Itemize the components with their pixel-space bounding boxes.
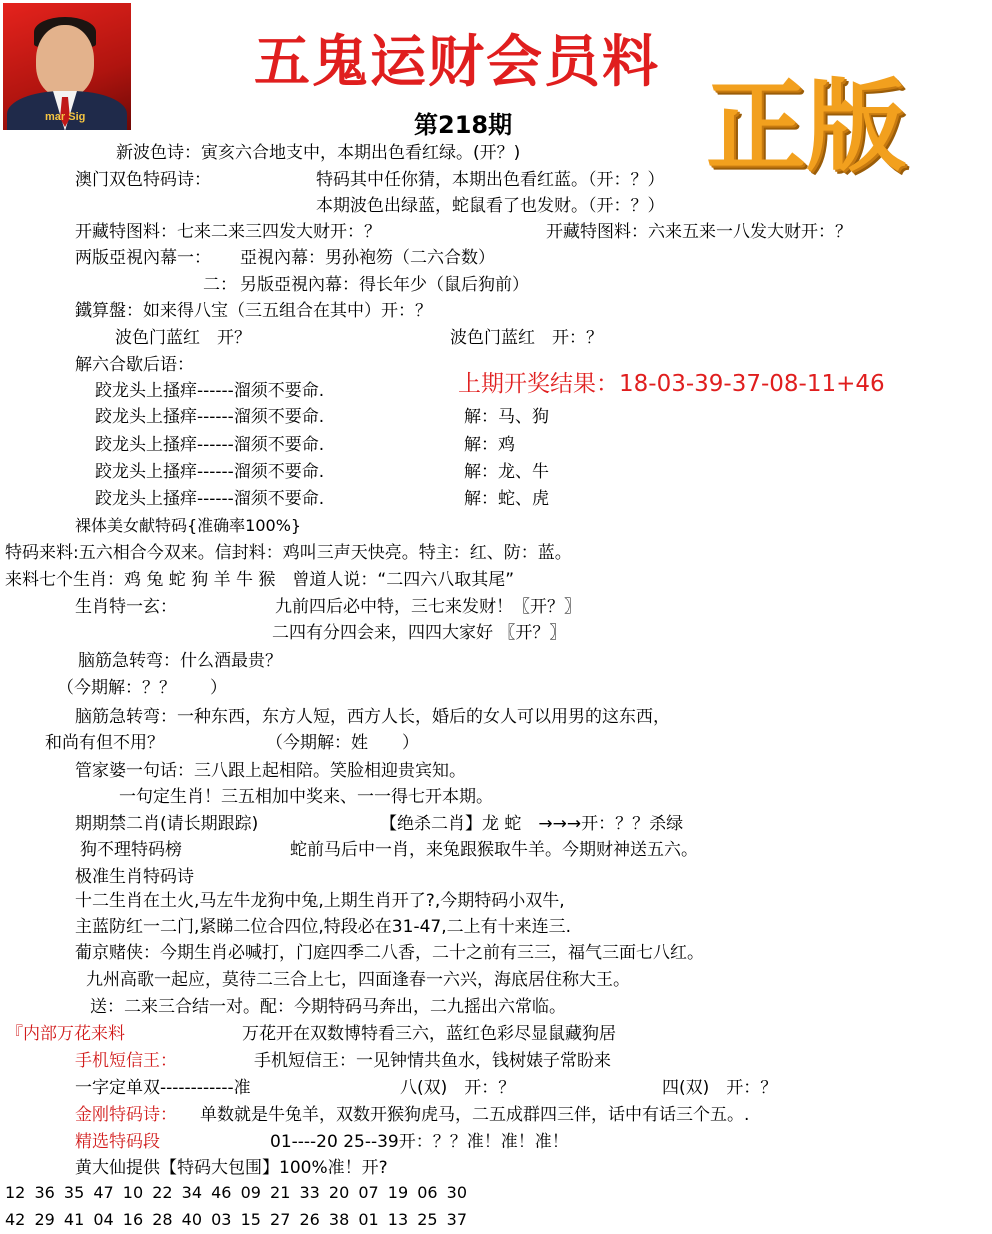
riddle-line: 跤龙头上搔痒------溜须不要命. — [95, 462, 325, 482]
brain-teaser-1: 脑筋急转弯：什么酒最贵？ — [78, 651, 282, 671]
authentic-stamp: 正版 — [706, 68, 906, 185]
odd-even-tip-2: 四(双) 开：？ — [662, 1078, 778, 1098]
hidden-image-tip-1: 开藏特图料：七来二来三四发大财开：？ — [75, 222, 381, 242]
housekeeper-saying: 管家婆一句话：三八跟上起相陪。笑脸相迎贵宾知。 — [75, 761, 466, 781]
wave-door-tip-2: 波色门蓝红 开：？ — [450, 328, 603, 348]
zodiac-mystery-tip-1: 九前四后必中特，三七来发财！〖开？〗 — [275, 597, 581, 617]
abacus-tip: 鐵算盤：如来得八宝（三五组合在其中）开：？ — [75, 301, 432, 321]
page-title: 五鬼运财会员料 — [254, 29, 660, 95]
zodiac-list-line: 来料七个生肖：鸡 兔 蛇 狗 羊 牛 猴 曾道人说：“二四六八取其尾” — [5, 570, 515, 590]
atv-inside-label-1: 两版亞視內幕一： — [75, 248, 211, 268]
riddle-answer: 解：蛇、虎 — [464, 489, 549, 509]
ban-two-zodiac-tip: 【绝杀二肖】龙 蛇 →→→开：？？杀绿 — [380, 814, 684, 834]
accuracy-headline: 裸体美女献特码{准确率100%} — [75, 516, 302, 535]
gambler-poem-line-1: 葡京赌侠：今期生肖必喊打，门庭四季二八香，二十之前有三三，福气三面七八红。 — [75, 943, 704, 963]
zodiac-poem-line-2: 主蓝防红一二门,紧睇二位合四位,特段必在31-47,二上有十来连三. — [75, 917, 572, 937]
wave-door-tip-1: 波色门蓝红 开？ — [115, 328, 251, 348]
brain-teaser-2-cont: 和尚有但不用？ — [45, 733, 164, 753]
issue-number: 第218期 — [414, 111, 513, 139]
atv-inside-tip-2: 另版亞視內幕：得长年少（鼠后狗前） — [240, 275, 529, 295]
brain-teaser-1-answer: （今期解：？？ ） — [57, 678, 227, 698]
riddle-answer: 解：鸡 — [464, 435, 515, 455]
riddle-line: 跤龙头上搔痒------溜须不要命. — [95, 489, 325, 509]
atv-inside-tip-1: 亞視內幕：男孙袍笏（二六合数） — [240, 248, 495, 268]
inside-flower-label: 『内部万花来料 — [6, 1024, 125, 1044]
zodiac-poem-title: 极准生肖特码诗 — [75, 867, 194, 887]
vajra-poem-text: 单数就是牛兔羊，双数开猴狗虎马，二五成群四三伴，话中有话三个五。. — [200, 1105, 750, 1125]
macau-color-label: 澳门双色特码诗： — [75, 170, 211, 190]
brain-teaser-2: 脑筋急转弯：一种东西，东方人短，西方人长，婚后的女人可以用男的这东西， — [75, 707, 670, 727]
last-draw-result: 上期开奖结果：18-03-39-37-08-11+46 — [458, 371, 885, 397]
zodiac-mystery-label: 生肖特一玄： — [75, 597, 177, 617]
sms-king-tip: 手机短信王：一见钟情共鱼水，钱树婊子常盼来 — [254, 1051, 611, 1071]
atv-inside-label-2: 二： — [203, 275, 237, 295]
portrait-face — [36, 25, 94, 97]
zodiac-poem-line-1: 十二生肖在土火,马左牛龙狗中兔,上期生肖开了?,今期特码小双牛, — [75, 891, 565, 911]
riddle-section-title: 解六合歇后语： — [75, 355, 194, 375]
gouburi-list-tip: 蛇前马后中一肖，来兔跟猴取牛羊。今期财神送五六。 — [290, 840, 698, 860]
number-row-1: 12 36 35 47 10 22 34 46 09 21 33 20 07 19 06 30 — [5, 1183, 468, 1202]
selected-range-label: 精选特码段 — [75, 1132, 160, 1152]
riddle-line: 跤龙头上搔痒------溜须不要命. — [95, 407, 325, 427]
gambler-poem-line-2: 九州高歌一起应，莫待二三合上七，四面逢春一六兴，海底居住称大王。 — [86, 970, 630, 990]
vajra-poem-label: 金刚特码诗： — [75, 1105, 177, 1125]
odd-even-tip-1: 八(双) 开：？ — [400, 1078, 516, 1098]
brain-teaser-2-answer: （今期解：姓 ） — [266, 733, 419, 753]
one-zodiac-line: 一句定生肖！三五相加中奖来、一一得七开本期。 — [119, 787, 493, 807]
hidden-image-tip-2: 开藏特图料：六来五来一八发大财开：？ — [546, 222, 852, 242]
daxian-title: 黄大仙提供【特码大包围】100%准！开? — [75, 1158, 388, 1178]
wave-color-poem: 新波色诗：寅亥六合地支中，本期出色看红绿。(开？) — [116, 143, 521, 163]
selected-range-tip: 01----20 25--39开：？？准！准！准！ — [270, 1132, 569, 1152]
zodiac-mystery-tip-2: 二四有分四会来，四四大家好 〖开？〗 — [272, 623, 567, 643]
ban-two-zodiac-label: 期期禁二肖(请长期跟踪) — [75, 814, 259, 834]
sms-king-label: 手机短信王： — [75, 1051, 177, 1071]
riddle-line: 跤龙头上搔痒------溜须不要命. — [95, 381, 325, 401]
special-source-line: 特码来料:五六相合今双来。信封料：鸡叫三声天快亮。特主：红、防：蓝。 — [5, 543, 572, 563]
inside-flower-tip: 万花开在双数博特看三六，蓝红色彩尽显鼠藏狗居 — [242, 1024, 616, 1044]
portrait-logo: mar Sig — [45, 111, 86, 123]
gambler-poem-line-3: 送：二来三合结一对。配：今期特码马奔出，二九摇出六常临。 — [90, 997, 566, 1017]
riddle-line: 跤龙头上搔痒------溜须不要命. — [95, 435, 325, 455]
odd-even-label: 一字定单双------------准 — [75, 1078, 251, 1098]
macau-color-poem-2: 本期波色出绿蓝，蛇鼠看了也发财。（开：？） — [316, 196, 665, 216]
macau-color-poem-1: 特码其中任你猜，本期出色看红蓝。（开：？） — [316, 170, 665, 190]
number-row-2: 42 29 41 04 16 28 40 03 15 27 26 38 01 13 25 37 — [5, 1210, 468, 1229]
gouburi-list-label: 狗不理特码榜 — [80, 840, 182, 860]
portrait-photo — [3, 3, 131, 130]
riddle-answer: 解：龙、牛 — [464, 462, 549, 482]
riddle-answer: 解：马、狗 — [464, 407, 549, 427]
